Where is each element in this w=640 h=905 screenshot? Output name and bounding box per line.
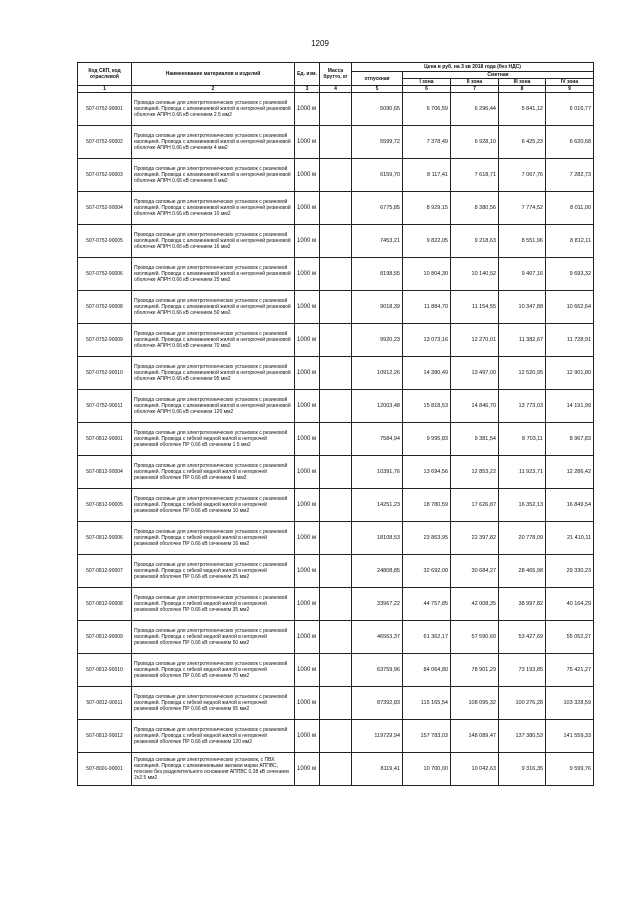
table-row [78, 522, 594, 555]
row-price-zone-3: 38 997,82 [499, 588, 546, 621]
column-number: 4 [320, 86, 352, 93]
row-price-zone-1: 157 783,03 [403, 720, 451, 753]
row-price-otpusknaya: 6775,85 [352, 192, 403, 225]
row-price-zone-3: 11 923,71 [499, 456, 546, 489]
row-unit: 1000 м [295, 390, 320, 423]
row-price-otpusknaya: 8198,55 [352, 258, 403, 291]
row-price-zone-2: 11 154,55 [451, 291, 499, 324]
row-name: Провода силовые для электротехнических установок с резиновой изоляцией. Провода с гибкой медной жилой в негорючей резиновой оболочке ПР 0.66 кВ сечением 120 мм2 [132, 720, 295, 753]
table-row [78, 126, 594, 159]
row-mass [320, 159, 352, 192]
row-name: Провода силовые для электротехнических установок с резиновой изоляцией. Провода с гибкой медной жилой в негорючей резиновой оболочке ПР 0.66 кВ сечением 1.5 мм2 [132, 423, 295, 456]
row-code: 507-0812-90009 [78, 621, 132, 654]
row-name: Провода силовые для электротехнических установок с резиновой изоляцией. Провода с алюминиевой жилой в негорючей резиновой оболочке АПРН 0.66 кВ сечением 10 мм2 [132, 192, 295, 225]
row-price-zone-4: 9 599,76 [546, 753, 594, 786]
table-row [78, 621, 594, 654]
row-code: 507-0752-90005 [78, 225, 132, 258]
row-unit: 1000 м [295, 621, 320, 654]
row-price-zone-4: 12 901,80 [546, 357, 594, 390]
row-price-zone-1: 10 700,00 [403, 753, 451, 786]
header-otpusknaya: отпускная [352, 72, 403, 86]
row-unit: 1000 м [295, 720, 320, 753]
row-name: Провода силовые для электротехнических установок с резиновой изоляцией. Провода с алюминиевой жилой в негорючей резиновой оболочке АПРН 0.66 кВ сечением 6 мм2 [132, 159, 295, 192]
row-price-zone-2: 9 381,54 [451, 423, 499, 456]
row-code: 507-0812-90005 [78, 489, 132, 522]
row-price-zone-2: 10 140,52 [451, 258, 499, 291]
row-price-zone-3: 7 774,52 [499, 192, 546, 225]
row-price-zone-4: 55 052,27 [546, 621, 594, 654]
row-price-zone-4: 75 421,27 [546, 654, 594, 687]
row-price-zone-2: 30 684,27 [451, 555, 499, 588]
row-code: 507-0812-90004 [78, 456, 132, 489]
row-mass [320, 126, 352, 159]
row-price-otpusknaya: 7584,94 [352, 423, 403, 456]
row-mass [320, 192, 352, 225]
row-price-zone-3: 13 773,03 [499, 390, 546, 423]
row-name: Провода силовые для электротехнических установок с резиновой изоляцией. Провода с гибкой медной жилой в негорючей резиновой оболочке ПР 0.66 кВ сечением 95 мм2 [132, 687, 295, 720]
row-mass [320, 687, 352, 720]
row-price-otpusknaya: 10391,76 [352, 456, 403, 489]
row-price-zone-3: 12 520,95 [499, 357, 546, 390]
row-code: 507-0752-90006 [78, 258, 132, 291]
row-price-zone-2: 12 270,01 [451, 324, 499, 357]
row-price-zone-3: 137 380,53 [499, 720, 546, 753]
row-name: Провода силовые для электротехнических установок с резиновой изоляцией. Провода с алюминиевой жилой в негорючей резиновой оболочке АПРН 0.66 кВ сечением 2.5 мм2 [132, 93, 295, 126]
row-mass [320, 93, 352, 126]
table-row [78, 687, 594, 720]
row-price-zone-2: 7 618,71 [451, 159, 499, 192]
row-code: 507-8001-90001 [78, 753, 132, 786]
row-name: Провода силовые для электротехнических установок с резиновой изоляцией. Провода с гибкой медной жилой в негорючей резиновой оболочке ПР 0.66 кВ сечением 70 мм2 [132, 654, 295, 687]
row-price-zone-1: 11 884,70 [403, 291, 451, 324]
row-name: Провода силовые для электротехнических установок с резиновой изоляцией. Провода с алюминиевой жилой в негорючей резиновой оболочке АПРН 0.66 кВ сечением 95 мм2 [132, 357, 295, 390]
row-unit: 1000 м [295, 357, 320, 390]
row-price-zone-4: 16 849,54 [546, 489, 594, 522]
row-price-otpusknaya: 9018,39 [352, 291, 403, 324]
row-price-zone-3: 8 551,96 [499, 225, 546, 258]
row-price-zone-3: 9 407,16 [499, 258, 546, 291]
row-price-zone-4: 6 016,77 [546, 93, 594, 126]
column-number-row [78, 86, 594, 93]
row-unit: 1000 м [295, 555, 320, 588]
row-mass [320, 258, 352, 291]
row-name: Провода силовые для электротехнических установок с резиновой изоляцией. Провода с гибкой медной жилой в негорючей резиновой оболочке ПР 0.66 кВ сечением 35 мм2 [132, 588, 295, 621]
row-price-otpusknaya: 33967,22 [352, 588, 403, 621]
row-price-zone-2: 78 901,29 [451, 654, 499, 687]
row-code: 507-0752-90003 [78, 159, 132, 192]
row-price-zone-1: 8 117,41 [403, 159, 451, 192]
row-price-zone-1: 13 073,16 [403, 324, 451, 357]
table-row [78, 93, 594, 126]
row-code: 507-0752-90010 [78, 357, 132, 390]
row-unit: 1000 м [295, 291, 320, 324]
row-price-otpusknaya: 12003,48 [352, 390, 403, 423]
row-price-zone-1: 6 706,59 [403, 93, 451, 126]
row-price-zone-1: 7 378,49 [403, 126, 451, 159]
row-price-zone-4: 141 559,33 [546, 720, 594, 753]
row-code: 507-0812-90010 [78, 654, 132, 687]
row-price-zone-2: 14 846,70 [451, 390, 499, 423]
row-price-zone-2: 6 928,10 [451, 126, 499, 159]
row-unit: 1000 м [295, 324, 320, 357]
row-price-otpusknaya: 14251,23 [352, 489, 403, 522]
row-price-otpusknaya: 6159,70 [352, 159, 403, 192]
row-unit: 1000 м [295, 225, 320, 258]
table-row [78, 654, 594, 687]
row-code: 507-0812-90008 [78, 588, 132, 621]
row-name: Провода силовые для электротехнических установок с резиновой изоляцией. Провода с гибкой медной жилой в негорючей резиновой оболочке ПР 0.66 кВ сечением 16 мм2 [132, 522, 295, 555]
header-smetnaya: Сметная [403, 72, 594, 79]
row-unit: 1000 м [295, 489, 320, 522]
row-price-zone-2: 10 042,63 [451, 753, 499, 786]
row-price-otpusknaya: 87392,83 [352, 687, 403, 720]
row-name: Провода силовые для электротехнических установок с резиновой изоляцией. Провода с алюминиевой жилой в негорючей резиновой оболочке АПРН 0.66 кВ сечением 16 мм2 [132, 225, 295, 258]
table-row [78, 456, 594, 489]
row-price-zone-4: 6 620,68 [546, 126, 594, 159]
row-price-otpusknaya: 7453,21 [352, 225, 403, 258]
row-price-zone-1: 84 064,80 [403, 654, 451, 687]
row-price-zone-2: 6 296,44 [451, 93, 499, 126]
row-unit: 1000 м [295, 126, 320, 159]
header-name: Наименование материалов и изделий [132, 63, 295, 86]
table-row [78, 258, 594, 291]
row-price-otpusknaya: 5090,65 [352, 93, 403, 126]
row-name: Провода силовые для электротехнических установок с резиновой изоляцией. Провода с алюминиевой жилой в негорючей резиновой оболочке АПРН 0.66 кВ сечением 50 мм2 [132, 291, 295, 324]
row-mass [320, 390, 352, 423]
row-name: Провода силовые для электротехнических установок с резиновой изоляцией. Провода с алюминиевой жилой в негорючей резиновой оболочке АПРН 0.66 кВ сечением 4 мм2 [132, 126, 295, 159]
table-row [78, 489, 594, 522]
header-zone-1: I зона [403, 79, 451, 86]
row-price-zone-1: 10 804,30 [403, 258, 451, 291]
row-unit: 1000 м [295, 753, 320, 786]
row-price-zone-4: 103 328,59 [546, 687, 594, 720]
table-row [78, 555, 594, 588]
row-unit: 1000 м [295, 588, 320, 621]
row-code: 507-0812-90012 [78, 720, 132, 753]
table-row [78, 588, 594, 621]
row-price-otpusknaya: 5599,72 [352, 126, 403, 159]
row-price-zone-3: 5 841,12 [499, 93, 546, 126]
row-mass [320, 654, 352, 687]
row-price-otpusknaya: 24808,85 [352, 555, 403, 588]
row-unit: 1000 м [295, 192, 320, 225]
header-mass: Масса брутто, кг [320, 63, 352, 86]
row-unit: 1000 м [295, 654, 320, 687]
row-mass [320, 555, 352, 588]
row-price-zone-2: 148 089,47 [451, 720, 499, 753]
row-mass [320, 489, 352, 522]
row-price-zone-1: 44 757,85 [403, 588, 451, 621]
table-body [78, 93, 594, 786]
row-name: Провода силовые для электротехнических установок с резиновой изоляцией. Провода с алюминиевой жилой в негорючей резиновой оболочке АПРН 0.66 кВ сечением 120 мм2 [132, 390, 295, 423]
row-mass [320, 423, 352, 456]
table-row [78, 225, 594, 258]
row-price-otpusknaya: 63759,96 [352, 654, 403, 687]
header-price-group: Цена в руб. на 3 кв 2018 года (без НДС) [352, 63, 594, 72]
row-mass [320, 621, 352, 654]
table-row [78, 291, 594, 324]
header-unit: Ед. изм. [295, 63, 320, 86]
row-price-zone-4: 40 164,29 [546, 588, 594, 621]
row-price-zone-3: 10 347,88 [499, 291, 546, 324]
row-code: 507-0752-90001 [78, 93, 132, 126]
row-code: 507-0752-90008 [78, 291, 132, 324]
row-price-zone-1: 23 863,95 [403, 522, 451, 555]
row-price-zone-1: 13 694,56 [403, 456, 451, 489]
row-price-otpusknaya: 10912,26 [352, 357, 403, 390]
row-price-zone-4: 7 282,73 [546, 159, 594, 192]
row-price-zone-2: 57 590,60 [451, 621, 499, 654]
row-price-zone-1: 115 165,54 [403, 687, 451, 720]
row-price-zone-1: 32 692,00 [403, 555, 451, 588]
row-price-zone-3: 53 427,69 [499, 621, 546, 654]
column-number: 5 [352, 86, 403, 93]
row-code: 507-0752-90002 [78, 126, 132, 159]
row-mass [320, 291, 352, 324]
header-code: Код СКП, код отраслевой [78, 63, 132, 86]
row-mass [320, 753, 352, 786]
row-name: Провода силовые для электротехнических установок с резиновой изоляцией. Провода с алюминиевой жилой в негорючей резиновой оболочке АПРН 0.66 кВ сечением 70 мм2 [132, 324, 295, 357]
row-price-zone-3: 7 067,76 [499, 159, 546, 192]
column-number: 7 [451, 86, 499, 93]
row-mass [320, 522, 352, 555]
row-code: 507-0812-90011 [78, 687, 132, 720]
row-price-zone-1: 18 780,59 [403, 489, 451, 522]
row-price-zone-4: 12 286,42 [546, 456, 594, 489]
row-price-zone-2: 108 095,32 [451, 687, 499, 720]
row-unit: 1000 м [295, 687, 320, 720]
row-price-zone-4: 8 011,00 [546, 192, 594, 225]
row-price-otpusknaya: 8119,41 [352, 753, 403, 786]
row-code: 507-0812-90006 [78, 522, 132, 555]
column-number: 2 [132, 86, 295, 93]
row-unit: 1000 м [295, 258, 320, 291]
column-number: 6 [403, 86, 451, 93]
row-code: 507-0752-90011 [78, 390, 132, 423]
row-price-zone-1: 9 995,83 [403, 423, 451, 456]
row-unit: 1000 м [295, 456, 320, 489]
row-price-zone-3: 11 382,67 [499, 324, 546, 357]
table-row [78, 390, 594, 423]
row-price-zone-3: 16 352,13 [499, 489, 546, 522]
column-number: 8 [499, 86, 546, 93]
page-number: 1209 [311, 39, 329, 48]
row-price-zone-1: 8 929,15 [403, 192, 451, 225]
row-code: 507-0812-90001 [78, 423, 132, 456]
row-name: Провода силовые для электротехнических установок с резиновой изоляцией. Провода с гибкой медной жилой в негорючей резиновой оболочке ПР 0.66 кВ сечением 10 мм2 [132, 489, 295, 522]
row-mass [320, 324, 352, 357]
row-price-zone-2: 22 397,82 [451, 522, 499, 555]
row-price-otpusknaya: 119729,94 [352, 720, 403, 753]
row-unit: 1000 м [295, 423, 320, 456]
row-code: 507-0752-90004 [78, 192, 132, 225]
row-mass [320, 357, 352, 390]
row-price-zone-3: 9 316,35 [499, 753, 546, 786]
row-price-zone-3: 100 276,28 [499, 687, 546, 720]
row-price-zone-2: 8 380,56 [451, 192, 499, 225]
header-zone-3: III зона [499, 79, 546, 86]
column-number: 9 [546, 86, 594, 93]
row-unit: 1000 м [295, 93, 320, 126]
row-price-zone-4: 8 812,11 [546, 225, 594, 258]
row-price-zone-4: 14 191,99 [546, 390, 594, 423]
row-mass [320, 225, 352, 258]
row-price-zone-4: 9 693,32 [546, 258, 594, 291]
row-price-zone-1: 14 380,49 [403, 357, 451, 390]
row-price-otpusknaya: 18108,53 [352, 522, 403, 555]
row-price-zone-3: 28 465,98 [499, 555, 546, 588]
row-price-zone-4: 10 662,64 [546, 291, 594, 324]
table-row [78, 192, 594, 225]
row-price-zone-2: 9 218,63 [451, 225, 499, 258]
table-row [78, 159, 594, 192]
row-price-zone-2: 42 008,35 [451, 588, 499, 621]
row-price-zone-4: 29 330,23 [546, 555, 594, 588]
header-zone-4: IV зона [546, 79, 594, 86]
table-row [78, 423, 594, 456]
row-price-zone-4: 11 728,91 [546, 324, 594, 357]
row-price-otpusknaya: 9920,23 [352, 324, 403, 357]
row-name: Провода силовые для электротехнических установок с резиновой изоляцией. Провода с гибкой медной жилой в негорючей резиновой оболочке ПР 0.66 кВ сечением 25 мм2 [132, 555, 295, 588]
row-code: 507-0812-90007 [78, 555, 132, 588]
price-table [77, 62, 594, 786]
row-mass [320, 456, 352, 489]
table-row [78, 720, 594, 753]
row-price-zone-4: 8 967,83 [546, 423, 594, 456]
row-mass [320, 588, 352, 621]
row-mass [320, 720, 352, 753]
row-price-zone-3: 8 703,11 [499, 423, 546, 456]
row-price-zone-4: 21 410,11 [546, 522, 594, 555]
table-row [78, 357, 594, 390]
row-price-otpusknaya: 46563,37 [352, 621, 403, 654]
row-unit: 1000 м [295, 159, 320, 192]
row-price-zone-1: 15 818,53 [403, 390, 451, 423]
row-price-zone-2: 12 853,22 [451, 456, 499, 489]
table-row [78, 753, 594, 786]
column-number: 1 [78, 86, 132, 93]
row-price-zone-3: 73 193,85 [499, 654, 546, 687]
row-price-zone-3: 20 778,09 [499, 522, 546, 555]
row-price-zone-3: 6 425,23 [499, 126, 546, 159]
row-unit: 1000 м [295, 522, 320, 555]
row-name: Провода силовые для электротехнических установок с резиновой изоляцией. Провода с алюминиевой жилой в негорючей резиновой оболочке АПРН 0.66 кВ сечением 25 мм2 [132, 258, 295, 291]
row-name: Провода силовые для электротехнических установок с резиновой изоляцией. Провода с гибкой медной жилой в негорючей резиновой оболочке ПР 0.66 кВ сечением 50 мм2 [132, 621, 295, 654]
row-price-zone-1: 61 362,17 [403, 621, 451, 654]
row-price-zone-2: 17 626,87 [451, 489, 499, 522]
header-zone-2: II зона [451, 79, 499, 86]
row-name: Провода силовые для электротехнических установок с резиновой изоляцией. Провода с гибкой медной жилой в негорючей резиновой оболочке ПР 0.66 кВ сечением 6 мм2 [132, 456, 295, 489]
row-name: Провода силовые для электротехнических установок, с ПВХ изоляцией. Провода с алюминиевыми жилами марки АППВС, плоские без разделительного основания АППВС 0.38 кВ сечением 2х2.5 мм2 [132, 753, 295, 786]
column-number: 3 [295, 86, 320, 93]
row-price-zone-1: 9 822,05 [403, 225, 451, 258]
row-price-zone-2: 13 497,00 [451, 357, 499, 390]
table-header [78, 63, 594, 93]
row-code: 507-0752-90009 [78, 324, 132, 357]
table-row [78, 324, 594, 357]
